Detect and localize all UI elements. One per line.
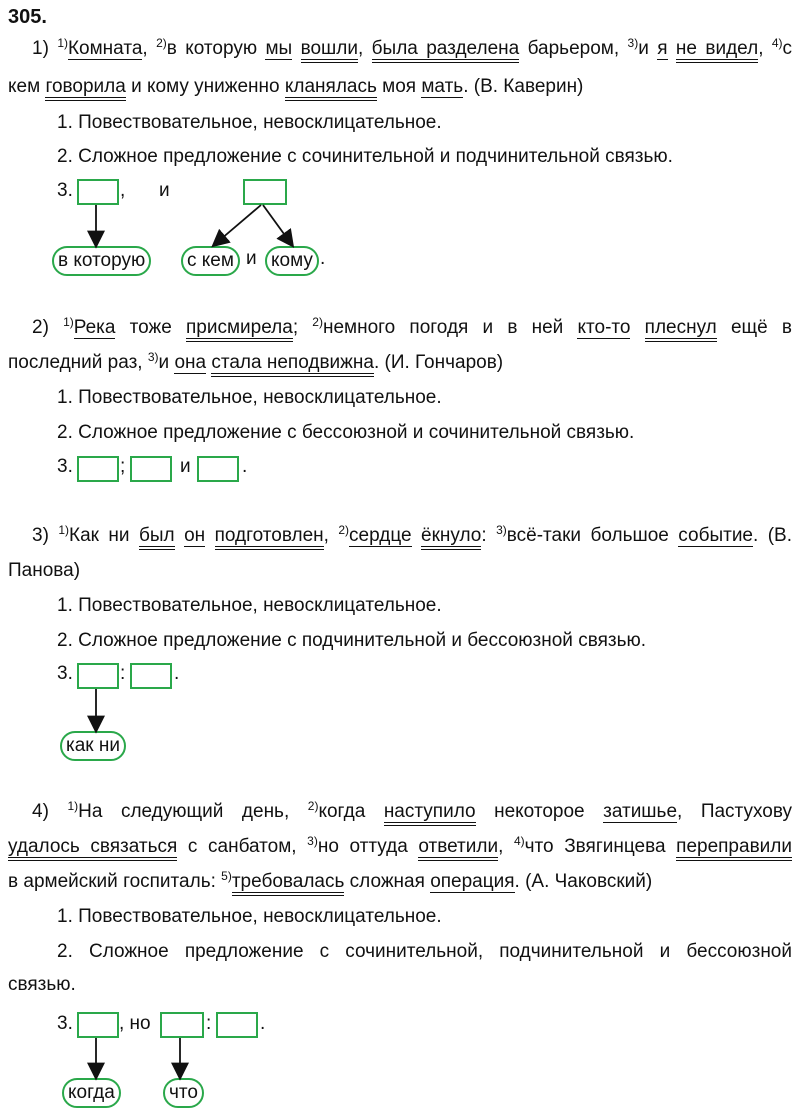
text: , Пастухову — [677, 801, 792, 822]
text: , — [323, 525, 339, 546]
predicate-word: не видел — [676, 38, 758, 63]
scheme-colon: : — [206, 1013, 212, 1034]
subject-word: мы — [265, 38, 293, 59]
scheme-semicolon: ; — [120, 456, 126, 477]
subordinate-oval: кому — [265, 246, 319, 276]
sup: 3) — [627, 36, 639, 50]
text: , — [498, 836, 514, 857]
subordinate-oval: как ни — [60, 731, 126, 761]
predicate-word: переправили — [676, 836, 792, 861]
clause-box — [130, 663, 172, 689]
sup: 1) — [63, 315, 74, 329]
text: последний раз, — [8, 352, 148, 373]
predicate-word: был — [139, 525, 175, 550]
text: : — [481, 525, 497, 546]
clause-box — [243, 179, 287, 205]
scheme-dot: . — [320, 248, 326, 269]
scheme-number: 3. — [57, 663, 73, 684]
scheme-conjunction: и — [180, 456, 191, 477]
sup: 4) — [513, 834, 525, 848]
text: и — [638, 38, 658, 59]
task1-number: 1) — [32, 38, 49, 59]
scheme-dot: . — [174, 663, 180, 684]
subordinate-oval: что — [163, 1078, 204, 1108]
text: ещё в — [716, 317, 793, 338]
task4-answer1: 1. Повествовательное, невосклицательное. — [57, 906, 442, 927]
subject-word: я — [657, 38, 668, 59]
task1-answer1: 1. Повествовательное, невосклицательное. — [57, 112, 442, 133]
task4-line2 — [8, 832, 792, 862]
sup: 2) — [312, 315, 323, 329]
clause-box — [77, 179, 119, 205]
text — [412, 525, 421, 546]
author: . (А. Чаковский) — [514, 871, 653, 892]
predicate-word: говорила — [45, 76, 125, 101]
task4-answer2-cont: связью. — [8, 974, 76, 995]
text — [630, 317, 644, 338]
text: и — [158, 352, 175, 373]
text: , — [357, 38, 372, 59]
scheme-number: 3. — [57, 1013, 73, 1034]
scheme-dot: . — [260, 1013, 266, 1034]
task1-answer2: 2. Сложное предложение с сочинительной и подчинительной связью. — [57, 146, 673, 167]
predicate-word: подготовлен — [215, 525, 324, 550]
predicate-word: кланялась — [285, 76, 377, 101]
sup: 3) — [307, 834, 318, 848]
subject-word: Комната — [67, 38, 143, 59]
subordinate-oval: когда — [62, 1078, 121, 1108]
text: , — [142, 38, 148, 59]
text — [175, 525, 184, 546]
text — [205, 525, 214, 546]
predicate-word: требовалась — [232, 871, 345, 896]
text: с — [782, 38, 793, 59]
text: в армейский госпиталь: — [8, 871, 222, 892]
scheme-conjunction: , но — [119, 1013, 151, 1034]
text: в которую — [166, 38, 266, 59]
text: моя — [376, 76, 422, 97]
sup: 3) — [147, 350, 159, 364]
text: немного погодя и в ней — [322, 317, 578, 338]
subject-word: событие — [678, 525, 753, 546]
subject-word: операция — [430, 871, 515, 892]
text: , — [758, 38, 772, 59]
task2-line1 — [32, 313, 792, 343]
text: всё-таки большое — [506, 525, 679, 546]
arrow — [263, 205, 292, 245]
predicate-word: стала неподвижна — [211, 352, 374, 377]
subject-word: сердце — [349, 525, 412, 546]
task4-answer2: 2. Сложное предложение с сочинительной, подчинительной и бессоюзной — [57, 941, 792, 962]
task2-answer1: 1. Повествовательное, невосклицательное. — [57, 387, 442, 408]
sup: 2) — [338, 523, 350, 537]
clause-box — [197, 456, 239, 482]
clause-box — [216, 1012, 258, 1038]
predicate-word: была разделена — [372, 38, 520, 63]
task3-answer2: 2. Сложное предложение с подчинительной и бессоюзной связью. — [57, 630, 646, 651]
text: некоторое — [475, 801, 604, 822]
sup: 1) — [67, 799, 79, 813]
text: Как ни — [69, 525, 139, 546]
subject-word: кто-то — [577, 317, 631, 338]
text: барьером, — [519, 38, 628, 59]
predicate-word: наступило — [384, 801, 476, 826]
clause-box — [77, 663, 119, 689]
task4-number: 4) — [32, 801, 49, 822]
task3-answer1: 1. Повествовательное, невосклицательное. — [57, 595, 442, 616]
text: и кому униженно — [125, 76, 285, 97]
scheme-number: 3. — [57, 456, 73, 477]
oval-conjunction: и — [246, 248, 257, 269]
task3-number: 3) — [32, 525, 49, 546]
text: когда — [318, 801, 384, 822]
predicate-word: вошли — [301, 38, 358, 63]
sup: 2) — [307, 799, 319, 813]
predicate-word: удалось связаться — [8, 836, 177, 861]
arrow — [214, 205, 261, 245]
clause-box — [77, 456, 119, 482]
task1-line2 — [8, 72, 792, 102]
scheme-dot: . — [242, 456, 248, 477]
clause-box — [130, 456, 172, 482]
text: ; — [292, 317, 313, 338]
text: кем — [8, 76, 46, 97]
subject-word: он — [184, 525, 206, 546]
text: с санбатом, — [177, 836, 308, 857]
text: На следующий день, — [78, 801, 308, 822]
scheme-colon: : — [120, 663, 126, 684]
subject-word: Река — [73, 317, 116, 338]
scheme-conjunction: и — [159, 180, 170, 201]
sup: 3) — [496, 523, 507, 537]
predicate-word: плеснул — [645, 317, 717, 342]
task2-number: 2) — [32, 317, 49, 338]
author: . (И. Гончаров) — [373, 352, 504, 373]
task4-line3 — [8, 867, 792, 897]
task1-line1 — [32, 34, 792, 64]
task3-line2 — [8, 556, 792, 586]
clause-box — [160, 1012, 204, 1038]
task4-line1 — [32, 797, 792, 827]
subject-word: затишье — [603, 801, 678, 822]
text: что Звягинцева — [524, 836, 677, 857]
task2-line2 — [8, 348, 792, 378]
author: . (В. Каверин) — [463, 76, 584, 97]
sup: 2) — [156, 36, 167, 50]
subject-word: мать — [421, 76, 464, 97]
predicate-word: ответили — [418, 836, 498, 861]
task3-line1 — [32, 521, 792, 551]
subordinate-oval: с кем — [181, 246, 240, 276]
author: Панова) — [8, 560, 81, 581]
scheme-comma: , — [120, 180, 126, 201]
scheme-number: 3. — [57, 180, 73, 201]
sup: 5) — [221, 869, 232, 883]
text: сложная — [344, 871, 431, 892]
sup: 1) — [57, 36, 68, 50]
text: тоже — [115, 317, 186, 338]
predicate-word: ёкнуло — [421, 525, 481, 550]
clause-box — [77, 1012, 119, 1038]
predicate-word: присмирела — [186, 317, 293, 342]
text: но оттуда — [317, 836, 419, 857]
subject-word: она — [174, 352, 207, 373]
sup: 4) — [771, 36, 783, 50]
author: . (В. — [753, 525, 793, 546]
task2-answer2: 2. Сложное предложение с бессоюзной и сочинительной связью. — [57, 422, 635, 443]
sup: 1) — [58, 523, 70, 537]
subordinate-oval: в которую — [52, 246, 151, 276]
exercise-number: 305. — [8, 6, 47, 28]
